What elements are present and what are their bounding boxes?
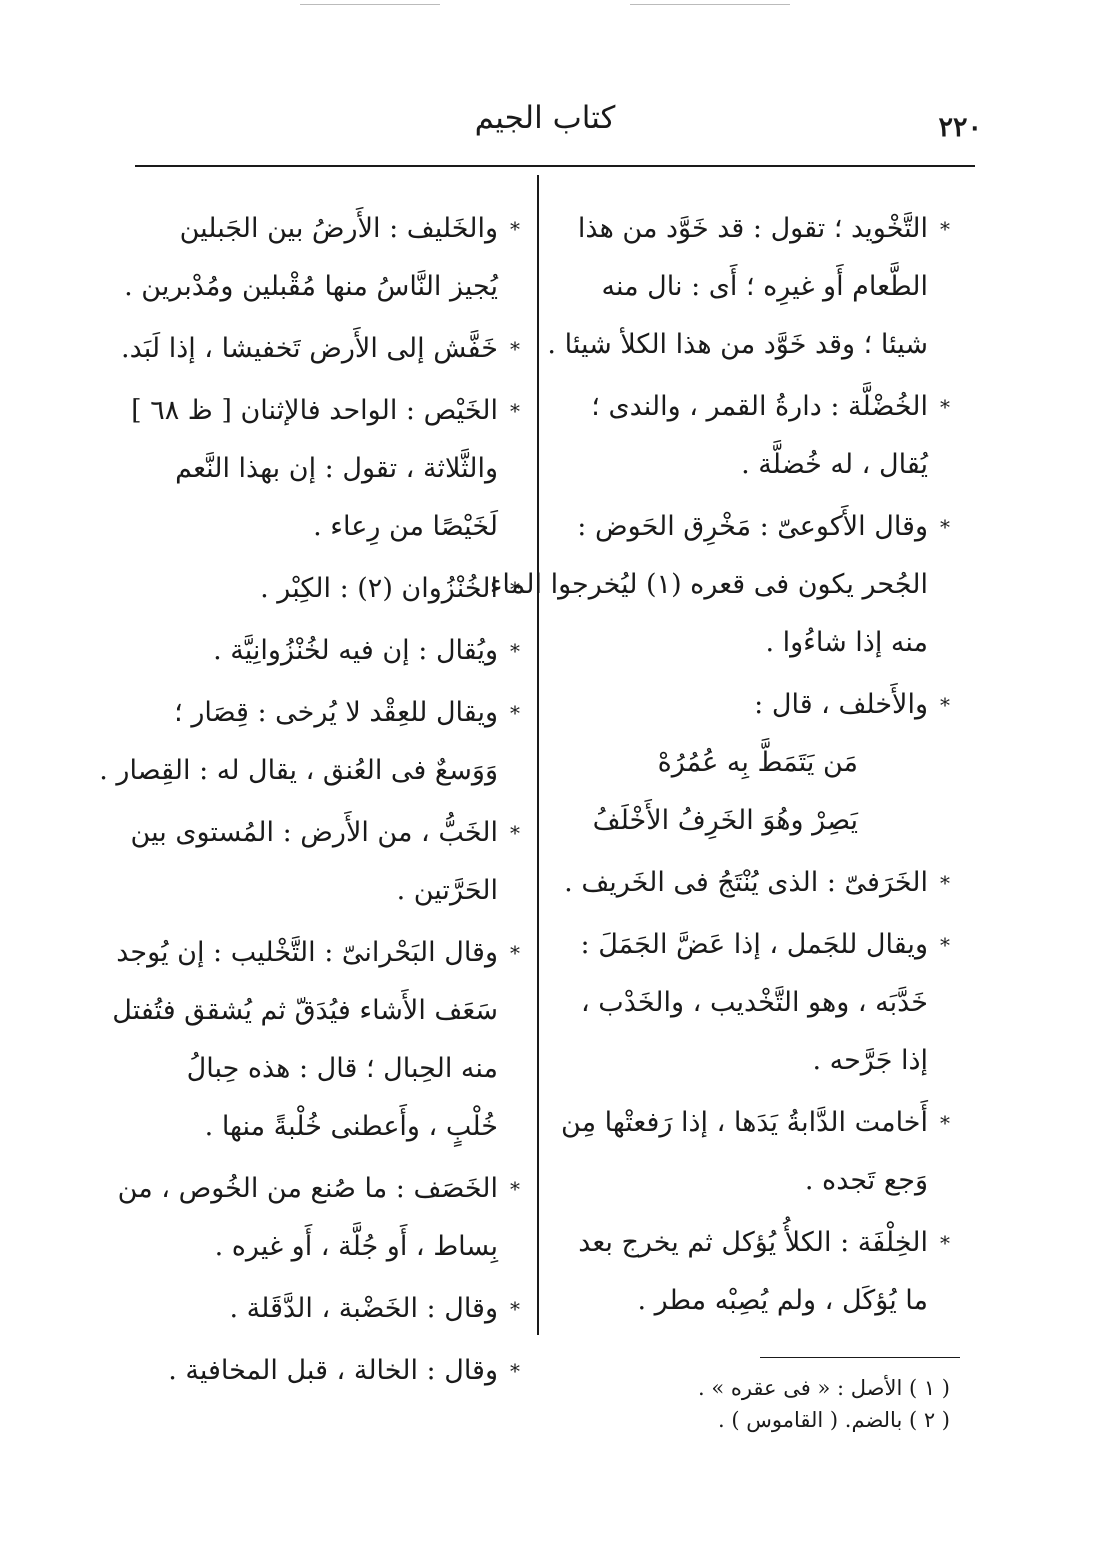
- dictionary-entry: [135, 1280, 520, 1338]
- dictionary-entry: [131, 382, 520, 556]
- entry-line: * التَّخْويد ؛ تقول : قد خَوَّد من هذا: [577, 213, 928, 244]
- dictionary-entry: [117, 1160, 520, 1276]
- dictionary-entry: [561, 1094, 950, 1210]
- entry-line: * الخُضْلَّة : دارةُ القمر ، والندى ؛: [591, 391, 928, 422]
- entry-line: خَدَّبَه ، وهو التَّخْديب ، والخَدْب ،: [580, 987, 928, 1018]
- entry-line: * وقال : الخَضْبة ، الدَّقَلة .: [229, 1293, 498, 1324]
- entry-line: * الخِلْفَة : الكلأُ يُؤكل ثم يخرج بعد: [578, 1227, 928, 1258]
- dictionary-entry: [120, 320, 520, 378]
- dictionary-entry: [547, 200, 950, 374]
- dictionary-entry: [135, 622, 520, 680]
- entry-line: يُجيز النَّاسُ منها مُقْبلين ومُدْبرين .: [124, 271, 498, 302]
- dictionary-entry: [130, 804, 520, 920]
- entry-line: * خَفَّش إلى الأَرض تَخفيشا ، إذا لَبَد.: [120, 333, 498, 364]
- verse-line: مَن يَتَمَطَّ بِه عُمُرُهْ: [657, 747, 858, 778]
- dictionary-entry: [565, 378, 950, 494]
- entry-line: * وقال : الخالة ، قبل المخافية .: [168, 1355, 498, 1386]
- page-number: ٢٢٠: [938, 112, 982, 143]
- entry-line: * والأَخلف ، قال :: [754, 689, 928, 720]
- header-rule: [135, 165, 975, 167]
- entry-line: وَجع تَجده .: [804, 1165, 928, 1196]
- entry-line: الطَّعام أَو غيرِه ؛ أَى : نال منه: [601, 271, 928, 302]
- entry-line: خُلْبٍ ، وأَعطنى خُلْبةً منها .: [204, 1111, 498, 1142]
- entry-line: والثَّلاثة ، تقول : إن بهذا النَّعم: [175, 453, 498, 484]
- running-header-title: كتاب الجيم: [474, 100, 616, 136]
- entry-line: منه إذا شاءُوا .: [765, 627, 928, 658]
- dictionary-entry: [565, 676, 950, 850]
- left-column: [99, 200, 520, 1404]
- poetry-verse: [565, 734, 928, 850]
- entry-line: لَخَيْصًا من رِعاء .: [313, 511, 498, 542]
- dictionary-entry: [565, 916, 950, 1090]
- entry-line: * الخَبُّ ، من الأَرض : المُستوى بين: [130, 817, 498, 848]
- dictionary-entry: [99, 684, 520, 800]
- verse-line: يَصِرْ وهُوَ الخَرِفُ الأَخْلَفُ: [592, 805, 858, 836]
- entry-line: * الخَرَفىّ : الذى يُنْتَجُ فى الخَريف .: [564, 867, 928, 898]
- dictionary-entry: [124, 200, 520, 316]
- entry-line: بِساط ، أَو جُلَّة ، أَو غيره .: [214, 1231, 498, 1262]
- dictionary-entry: [112, 924, 520, 1156]
- entry-line: * وقال البَحْرانىّ : التَّخْليب : إن يُوجد: [116, 937, 498, 968]
- right-column: [489, 200, 950, 1334]
- dictionary-entry: [489, 498, 950, 672]
- entry-line: * ويُقال : إن فيه لخُنْزُوانِيَّة .: [213, 635, 498, 666]
- entry-line: وَوَسعٌ فى العُنق ، يقال له : القِصار .: [99, 755, 498, 786]
- scan-edge-mark: [630, 4, 790, 5]
- dictionary-entry: [565, 1214, 950, 1330]
- entry-line: * والخَليف : الأَرضُ بين الجَبلين: [179, 213, 498, 244]
- footnote: ( ٢ ) بالضم. ( القاموس ) .: [718, 1408, 950, 1432]
- entry-line: * الخَيْص : الواحد فالإثنان [ ظ ٦٨ ]: [131, 395, 498, 426]
- entry-line: الحَرَّتين .: [396, 875, 498, 906]
- entry-line: * ويقال للجَمل ، إذا عَضَّ الجَمَلَ :: [580, 929, 928, 960]
- dictionary-entry: [135, 560, 520, 618]
- footnote-rule: [760, 1357, 960, 1358]
- scan-edge-mark: [300, 4, 440, 5]
- entry-line: * أَخامت الدَّابةُ يَدَها ، إذا رَفعتْها مِن: [561, 1107, 928, 1138]
- entry-line: سَعَف الأَشاء فيُدَقّ ثم يُشقق فتُفتل: [112, 995, 498, 1026]
- entry-line: إذا جَرَّحه .: [812, 1045, 928, 1076]
- dictionary-entry: [135, 1342, 520, 1400]
- footnote: ( ١ ) الأصل : « فى عقره » .: [697, 1376, 950, 1400]
- column-divider: [537, 175, 539, 1335]
- entry-line: الجُحر يكون فى قعره (١) ليُخرجوا الماء: [489, 569, 928, 600]
- entry-line: شيئا ؛ وقد خَوَّد من هذا الكلأ شيئا .: [547, 329, 928, 360]
- entry-line: * ويقال للعِقْد لا يُرخى : قِصَار ؛: [174, 697, 498, 728]
- entry-line: * الخُنْزُوان (٢) : الكِبْر .: [260, 573, 498, 604]
- entry-line: يُقال ، له خُضلَّة .: [741, 449, 928, 480]
- entry-line: * وقال الأَكوعىّ : مَخْرِق الحَوض :: [577, 511, 928, 542]
- entry-line: * الخَصَف : ما صُنع من الخُوص ، من: [117, 1173, 498, 1204]
- entry-line: ما يُؤكَل ، ولم يُصِبْه مطر .: [637, 1285, 928, 1316]
- dictionary-entry: [565, 854, 950, 912]
- footnotes: [600, 1372, 950, 1436]
- entry-line: منه الحِبال ؛ قال : هذه حِبالُ: [186, 1053, 498, 1084]
